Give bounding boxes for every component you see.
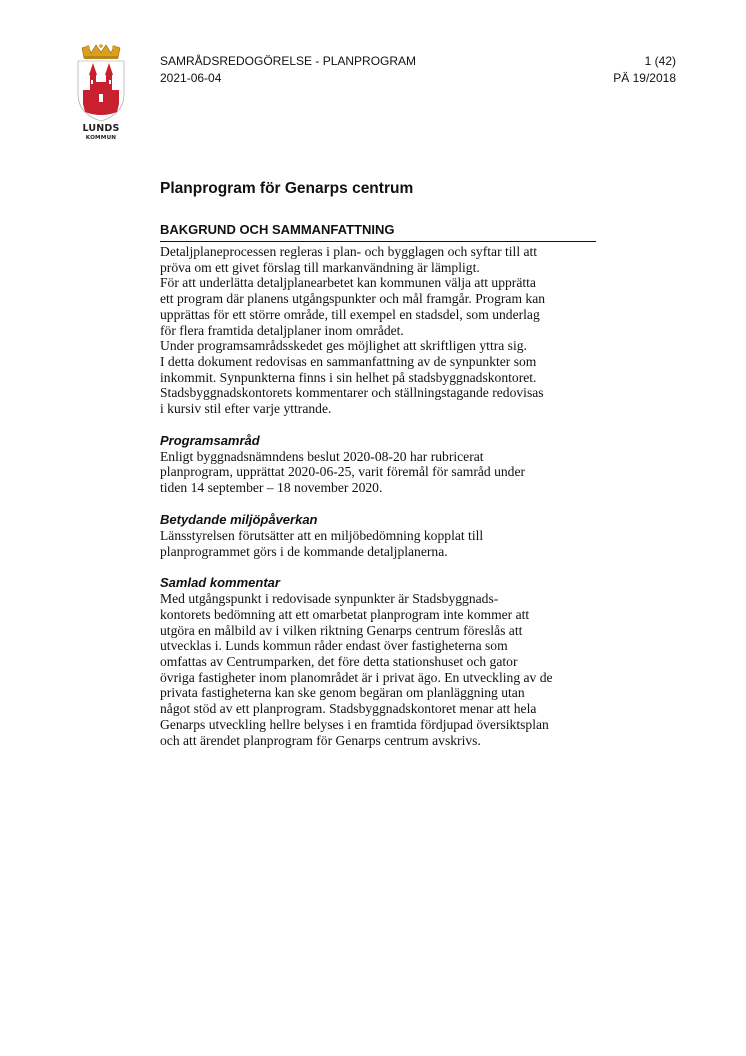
section-heading: BAKGRUND OCH SAMMANFATTNING <box>160 222 596 242</box>
paragraph-line: Med utgångspunkt i redovisade synpunkter är Stadsbyggnads- <box>160 591 499 607</box>
paragraph-line: övriga fastigheter inom planområdet är i privat ägo. En utveckling av de <box>160 669 553 685</box>
logo-wordmark: LUNDS <box>82 123 120 134</box>
subheading-samlad-kommentar: Samlad kommentar <box>160 575 280 591</box>
paragraph-line: För att underlätta detaljplanearbetet kan kommunen välja att upprätta <box>160 275 536 291</box>
paragraph-line: planprogrammet görs i de kommande detaljplanerna. <box>160 543 448 559</box>
document-type: SAMRÅDSREDOGÖRELSE - PLANPROGRAM <box>160 54 417 68</box>
document-body <box>160 244 620 748</box>
paragraph-line: pröva om ett givet förslag till markanvändning är lämpligt. <box>160 259 480 275</box>
paragraph-line: omfattas av Centrumparken, det före detta stationshuset och gator <box>160 654 518 670</box>
paragraph-line: utvecklas i. Lunds kommun råder endast över fastigheterna som <box>160 638 508 654</box>
coat-of-arms-icon <box>74 44 128 122</box>
paragraph-line: ett program där planens utgångspunkter och mål framgår. Program kan <box>160 291 546 307</box>
page-number: 1 (42) <box>644 54 676 68</box>
paragraph-line: I detta dokument redovisas en sammanfattning av de synpunkter som <box>160 353 537 369</box>
paragraph-line: tiden 14 september – 18 november 2020. <box>160 480 383 496</box>
paragraph-line: upprättas för ett större område, till exempel en stadsdel, som underlag <box>160 306 540 322</box>
paragraph-line: Stadsbyggnadskontorets kommentarer och ställningstagande redovisas <box>160 385 544 401</box>
paragraph-line: utgöra en målbild av i vilken riktning Genarps centrum föreslås att <box>160 622 523 638</box>
paragraph-line: i kursiv stil efter varje yttrande. <box>160 401 332 417</box>
case-reference: PÄ 19/2018 <box>613 71 676 85</box>
paragraph-line: kontorets bedömning att ett omarbetat planprogram inte kommer att <box>160 606 530 622</box>
header-right <box>613 53 676 87</box>
header-left <box>160 53 416 87</box>
paragraph-line: Genarps utveckling hellre belyses i en framtida fördjupad översiktsplan <box>160 716 549 732</box>
document-date: 2021-06-04 <box>160 71 222 85</box>
subheading-programsamrad: Programsamråd <box>160 432 260 448</box>
paragraph-line: för flera framtida detaljplaner inom området. <box>160 322 404 338</box>
paragraph-line: inkommit. Synpunkterna finns i sin helhet på stadsbyggnadskontoret. <box>160 369 537 385</box>
paragraph-line: och att ärendet planprogram för Genarps centrum avskrivs. <box>160 732 481 748</box>
paragraph-line: något stöd av ett planprogram. Stadsbyggnadskontoret menar att hela <box>160 701 537 717</box>
paragraph-line: Detaljplaneprocessen regleras i plan- och bygglagen och syftar till att <box>160 244 538 259</box>
paragraph-line: Länsstyrelsen förutsätter att en miljöbedömning kopplat till <box>160 527 484 543</box>
lunds-kommun-logo <box>74 44 128 146</box>
logo-subtitle: KOMMUN <box>85 135 117 141</box>
paragraph-line: planprogram, upprättat 2020-06-25, varit föremål för samråd under <box>160 464 526 480</box>
document-title: Planprogram för Genarps centrum <box>160 180 414 197</box>
subheading-miljopaverkan: Betydande miljöpåverkan <box>160 511 318 527</box>
paragraph-line: Enligt byggnadsnämndens beslut 2020-08-20 har rubricerat <box>160 448 484 464</box>
paragraph-line: privata fastigheterna kan ske genom begäran om planläggning utan <box>160 685 525 701</box>
paragraph-line: Under programsamrådsskedet ges möjlighet att skriftligen yttra sig. <box>160 338 527 354</box>
